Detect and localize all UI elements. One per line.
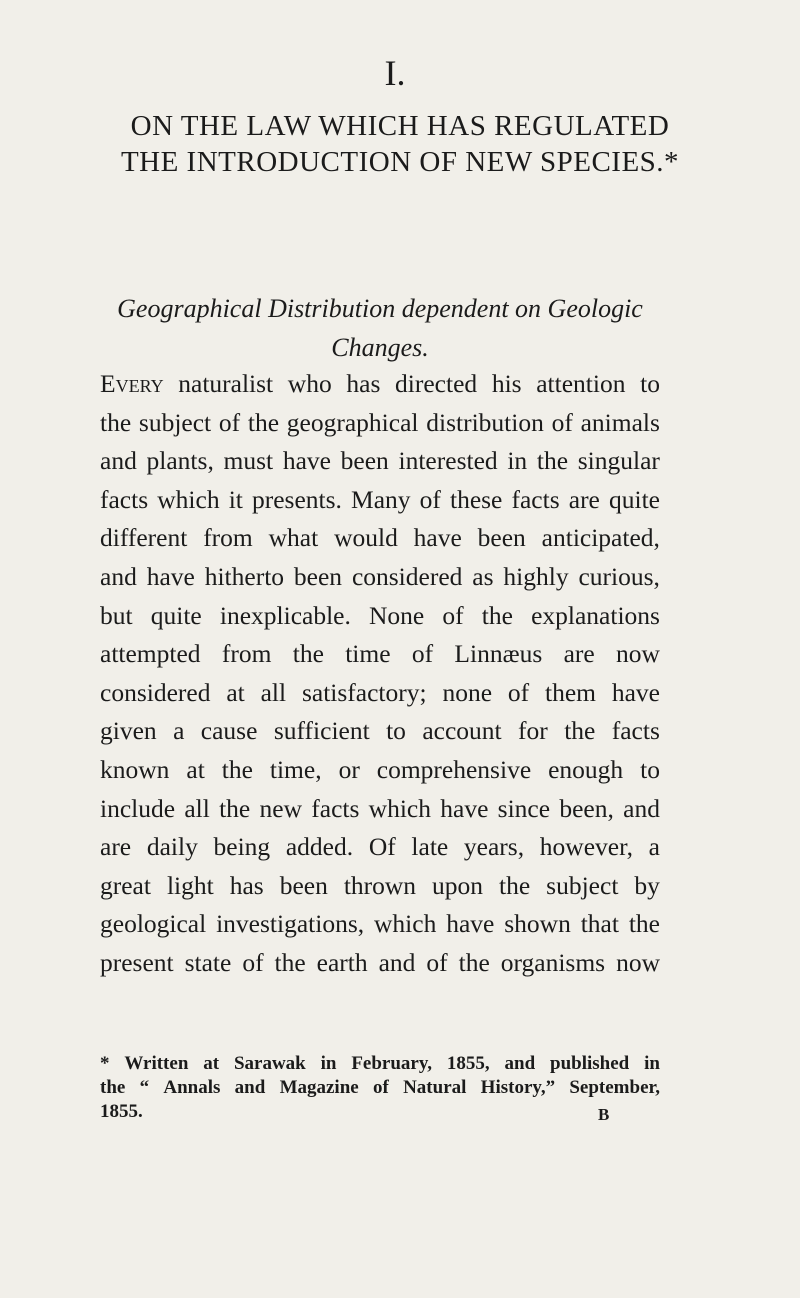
body-word: and xyxy=(100,561,137,591)
body-word: given xyxy=(100,716,157,746)
footnote-line-3: 1855. xyxy=(100,1101,143,1122)
body-word: hitherto xyxy=(204,561,285,591)
body-word: cause xyxy=(200,716,258,746)
body-word: of xyxy=(411,639,434,669)
body-word: it xyxy=(228,484,243,514)
body-line xyxy=(100,674,660,713)
body-line xyxy=(100,481,660,520)
body-word: has xyxy=(229,870,264,900)
footnote-word: September, xyxy=(569,1077,660,1098)
body-word: quite xyxy=(150,600,202,630)
body-word: Many xyxy=(351,484,411,514)
section-heading-line-2: Changes. xyxy=(331,333,429,362)
body-word: include xyxy=(100,793,176,823)
body-word: distribution xyxy=(426,407,544,437)
body-word: of xyxy=(419,484,441,514)
body-word: anticipated, xyxy=(541,523,660,553)
section-heading-line-1: Geographical Distribution dependent on Geologic xyxy=(117,294,643,323)
footnote xyxy=(100,1052,660,1124)
body-line xyxy=(100,558,660,597)
body-word: of xyxy=(218,407,241,437)
body-word: the xyxy=(274,947,306,977)
body-word: subject xyxy=(546,870,619,900)
body-word: facts xyxy=(100,484,149,514)
footnote-word: 1855, xyxy=(446,1053,490,1074)
body-word: explanations xyxy=(531,600,660,630)
footnote-word: Natural xyxy=(403,1077,467,1098)
body-word: quite xyxy=(609,484,660,514)
body-line xyxy=(100,442,660,481)
body-word: different xyxy=(100,523,188,553)
body-word: been xyxy=(293,561,343,591)
body-word: would xyxy=(334,523,398,553)
body-word: years, xyxy=(463,832,525,862)
section-heading xyxy=(0,289,760,367)
footnote-word: * xyxy=(100,1053,110,1074)
body-word: organisms xyxy=(500,947,606,977)
body-word: from xyxy=(203,523,253,553)
body-word: in xyxy=(507,446,528,476)
body-word: naturalist xyxy=(178,369,274,398)
body-word: plants, xyxy=(146,446,214,476)
body-line xyxy=(100,905,660,944)
body-word: new xyxy=(259,793,302,823)
body-word: to xyxy=(640,369,660,398)
body-word: a xyxy=(648,832,660,862)
footnote-word: at xyxy=(203,1053,220,1074)
body-first-word: Every xyxy=(100,369,164,398)
footnote-word: Sarawak xyxy=(233,1053,306,1074)
body-word: and xyxy=(100,446,137,476)
body-word: the xyxy=(564,716,596,746)
body-word: subject xyxy=(138,407,212,437)
body-word: attention xyxy=(536,369,626,398)
footnote-word: in xyxy=(644,1053,660,1074)
footnote-word: and xyxy=(234,1077,266,1098)
body-word: now xyxy=(616,947,660,977)
body-word: which xyxy=(157,484,220,514)
body-word: been xyxy=(340,446,389,476)
chapter-title-line-2: THE INTRODUCTION OF NEW SPECIES.* xyxy=(120,146,680,178)
footnote-line-1 xyxy=(100,1052,660,1076)
body-word: singular xyxy=(577,446,660,476)
body-word: facts xyxy=(311,793,360,823)
body-word: facts xyxy=(511,484,560,514)
body-word: of xyxy=(242,947,264,977)
body-word: must xyxy=(223,446,274,476)
body-word: been, xyxy=(559,793,614,823)
body-word: the xyxy=(247,407,280,437)
body-word: of xyxy=(426,947,448,977)
body-word: of xyxy=(507,677,530,707)
body-line xyxy=(100,944,660,983)
body-word: comprehensive xyxy=(376,754,532,784)
body-word: considered xyxy=(100,677,211,707)
body-word: late xyxy=(411,832,449,862)
body-word: for xyxy=(518,716,548,746)
body-word: have xyxy=(440,793,489,823)
body-word: the xyxy=(292,639,324,669)
body-word: are xyxy=(100,832,132,862)
body-line xyxy=(100,404,660,443)
body-word: however, xyxy=(539,832,633,862)
body-word: which xyxy=(374,909,437,939)
body-word: at xyxy=(186,754,205,784)
body-word: been xyxy=(477,523,526,553)
body-line xyxy=(100,751,660,790)
body-word: now xyxy=(616,639,660,669)
footnote-word: “ xyxy=(139,1077,150,1098)
chapter-title-line-1: ON THE LAW WHICH HAS REGULATED xyxy=(130,110,670,142)
body-word: enough xyxy=(548,754,624,784)
body-word: daily xyxy=(146,832,198,862)
body-word: thrown xyxy=(343,870,417,900)
body-word: are xyxy=(568,484,600,514)
body-word: all xyxy=(184,793,210,823)
footnote-word: Written xyxy=(124,1053,189,1074)
body-word: are xyxy=(563,639,595,669)
signature-mark: B xyxy=(598,1105,610,1124)
body-word: investigations, xyxy=(216,909,365,939)
footnote-word: and xyxy=(504,1053,536,1074)
body-line xyxy=(100,519,660,558)
body-word: who xyxy=(287,369,332,398)
body-word: Of xyxy=(368,832,396,862)
body-word: the xyxy=(628,909,660,939)
footnote-word: February, xyxy=(351,1053,433,1074)
body-word: shown xyxy=(504,909,571,939)
body-word: time, xyxy=(269,754,322,784)
body-word: the xyxy=(458,947,490,977)
body-word: but xyxy=(100,600,133,630)
body-word: by xyxy=(634,870,660,900)
body-word: all xyxy=(260,677,287,707)
body-word: his xyxy=(491,369,522,398)
footnote-word: of xyxy=(372,1077,389,1098)
footnote-word: the xyxy=(100,1077,126,1098)
body-word: and xyxy=(623,793,660,823)
body-word: have xyxy=(446,909,495,939)
body-word: have xyxy=(146,561,195,591)
footnote-word: in xyxy=(320,1053,337,1074)
body-word: have xyxy=(282,446,331,476)
body-word: being xyxy=(213,832,271,862)
body-word: these xyxy=(449,484,503,514)
body-word: them xyxy=(544,677,596,707)
body-word: presents. xyxy=(251,484,342,514)
body-word: None xyxy=(369,600,425,630)
footnote-line-2 xyxy=(100,1076,660,1100)
body-word: facts xyxy=(611,716,660,746)
body-word: geographical xyxy=(286,407,419,437)
body-line xyxy=(100,365,660,404)
body-word: the xyxy=(100,407,132,437)
body-word: or xyxy=(338,754,360,784)
body-word: upon xyxy=(432,870,484,900)
body-word: the xyxy=(481,600,513,630)
body-word: since xyxy=(497,793,551,823)
footnote-word: published xyxy=(550,1053,630,1074)
body-word: time xyxy=(345,639,391,669)
body-word: has xyxy=(346,369,381,398)
body-word: great xyxy=(100,870,151,900)
body-paragraph xyxy=(100,365,660,983)
body-word: interested xyxy=(398,446,498,476)
body-word: the xyxy=(499,870,531,900)
body-line xyxy=(100,828,660,867)
body-word: what xyxy=(268,523,319,553)
body-word: of xyxy=(551,407,573,437)
body-line xyxy=(100,867,660,906)
body-word: have xyxy=(413,523,462,553)
body-word: to xyxy=(386,716,406,746)
body-line xyxy=(100,712,660,751)
body-word: the xyxy=(219,793,251,823)
body-word: present xyxy=(100,947,174,977)
footnote-word: History,” xyxy=(480,1077,556,1098)
body-word: account xyxy=(422,716,502,746)
body-word: animals xyxy=(580,407,660,437)
body-word: to xyxy=(640,754,660,784)
body-word: highly xyxy=(503,561,569,591)
body-word: of xyxy=(442,600,464,630)
body-word: have xyxy=(611,677,660,707)
chapter-number: I. xyxy=(384,53,406,93)
body-word: which xyxy=(368,793,431,823)
body-line xyxy=(100,790,660,829)
body-word: sufficient xyxy=(273,716,370,746)
body-word: as xyxy=(472,561,494,591)
body-line xyxy=(100,597,660,636)
body-word: directed xyxy=(395,369,478,398)
footnote-word: Magazine xyxy=(279,1077,359,1098)
body-word: added. xyxy=(285,832,354,862)
body-word: geological xyxy=(100,909,207,939)
body-word: a xyxy=(173,716,185,746)
body-word: that xyxy=(580,909,619,939)
footnote-word: Annals xyxy=(163,1077,221,1098)
body-word: earth xyxy=(316,947,368,977)
body-line xyxy=(100,635,660,674)
body-word: known xyxy=(100,754,170,784)
body-word: from xyxy=(221,639,272,669)
body-word: at xyxy=(226,677,245,707)
body-word: state xyxy=(184,947,232,977)
body-word: considered xyxy=(351,561,463,591)
body-word: inexplicable. xyxy=(219,600,351,630)
body-word: the xyxy=(536,446,569,476)
body-word: Linnæus xyxy=(454,639,543,669)
body-word: attempted xyxy=(100,639,201,669)
body-word: none xyxy=(442,677,493,707)
body-word: been xyxy=(279,870,328,900)
body-word: and xyxy=(378,947,416,977)
body-word: light xyxy=(166,870,214,900)
body-word: the xyxy=(221,754,253,784)
chapter-title xyxy=(0,108,800,180)
body-word: satisfactory; xyxy=(301,677,427,707)
body-word: curious, xyxy=(578,561,660,591)
